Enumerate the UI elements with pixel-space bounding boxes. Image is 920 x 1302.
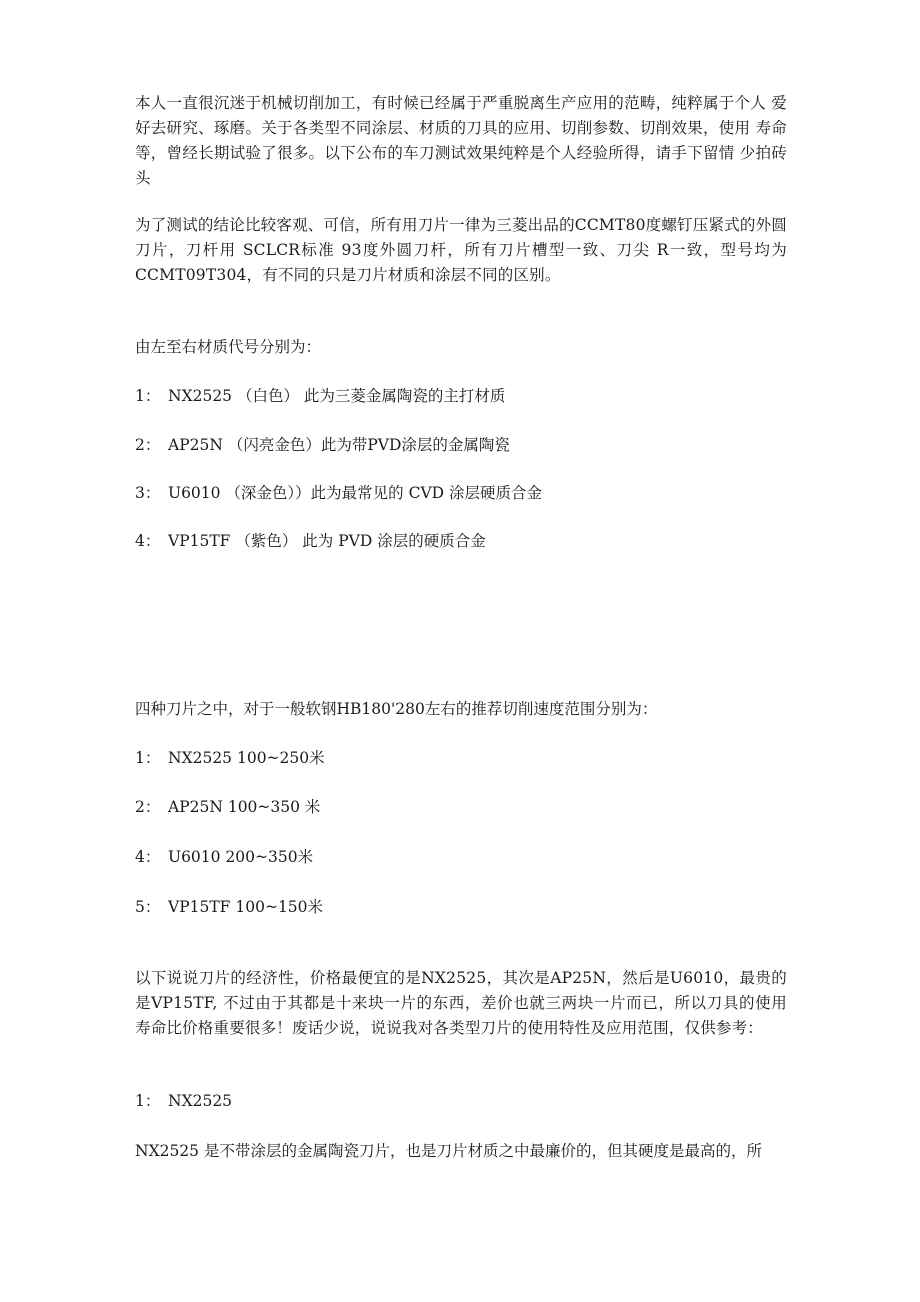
material-heading: 由左至右材质代号分别为： <box>135 338 322 356</box>
list-number: 3： <box>135 484 161 502</box>
list-number: 1： <box>135 387 161 405</box>
material-item-2 <box>135 433 510 458</box>
test-setup-paragraph: 为了测试的结论比较客观、可信，所有用刀片一律为三菱出品的CCMT80度螺钉压紧式的外圆刀片，刀杆用 SCLCR标准 93度外圆刀杆，所有刀片槽型一致、刀尖 R一致，型号均为CCMT09T304，有不同的只是刀片材质和涂层不同的区别。 <box>135 216 787 284</box>
speed-item-3 <box>135 845 313 870</box>
list-text: NX2525 100~250米 <box>168 749 325 767</box>
list-text: U6010 200~350米 <box>168 848 314 866</box>
list-number: 2： <box>135 436 161 454</box>
list-text: AP25N （闪亮金色）此为带PVD涂层的金属陶瓷 <box>168 436 510 454</box>
material-item-1 <box>135 384 505 409</box>
list-number: 1： <box>135 749 161 767</box>
economy-paragraph: 以下说说刀片的经济性，价格最便宜的是NX2525，其次是AP25N，然后是U6010，最贵的是VP15TF, 不过由于其都是十来块一片的东西，差价也就三两块一片而已，所以刀具的使用寿命比价格重要很多！废话少说，说说我对各类型刀片的使用特性及应用范围，仅供参考： <box>135 969 787 1037</box>
list-text: NX2525 （白色） 此为三菱金属陶瓷的主打材质 <box>168 387 506 405</box>
section-1-body: NX2525 是不带涂层的金属陶瓷刀片，也是刀片材质之中最廉价的，但其硬度是最高的，所 <box>135 1142 762 1160</box>
list-number: 2： <box>135 798 161 816</box>
list-number: 4： <box>135 532 161 550</box>
list-number: 5： <box>135 898 161 916</box>
speed-heading: 四种刀片之中，对于一般软钢HB180'280左右的推荐切削速度范围分别为： <box>135 700 658 718</box>
section-1-title <box>135 1089 232 1114</box>
list-number: 1： <box>135 1092 161 1110</box>
material-item-4 <box>135 529 486 554</box>
list-text: VP15TF 100~150米 <box>168 898 324 916</box>
list-text: AP25N 100~350 米 <box>168 798 321 816</box>
speed-item-1 <box>135 746 325 771</box>
list-text: VP15TF （紫色） 此为 PVD 涂层的硬质合金 <box>168 532 486 550</box>
intro-paragraph: 本人一直很沉迷于机械切削加工，有时候已经属于严重脱离生产应用的范畴，纯粹属于个人 爱好去研究、琢磨。关于各类型不同涂层、材质的刀具的应用、切削参数、切削效果，使用 寿命等，曾经长期试验了很多。以下公布的车刀测试效果纯粹是个人经验所得，请手下留情 少拍砖头 <box>135 94 787 187</box>
list-number: 4： <box>135 848 161 866</box>
section-title-text: NX2525 <box>168 1092 233 1110</box>
list-text: U6010 （深金色））此为最常见的 CVD 涂层硬质合金 <box>168 484 543 502</box>
material-item-3 <box>135 481 542 506</box>
speed-item-2 <box>135 795 320 820</box>
speed-item-4 <box>135 895 323 920</box>
